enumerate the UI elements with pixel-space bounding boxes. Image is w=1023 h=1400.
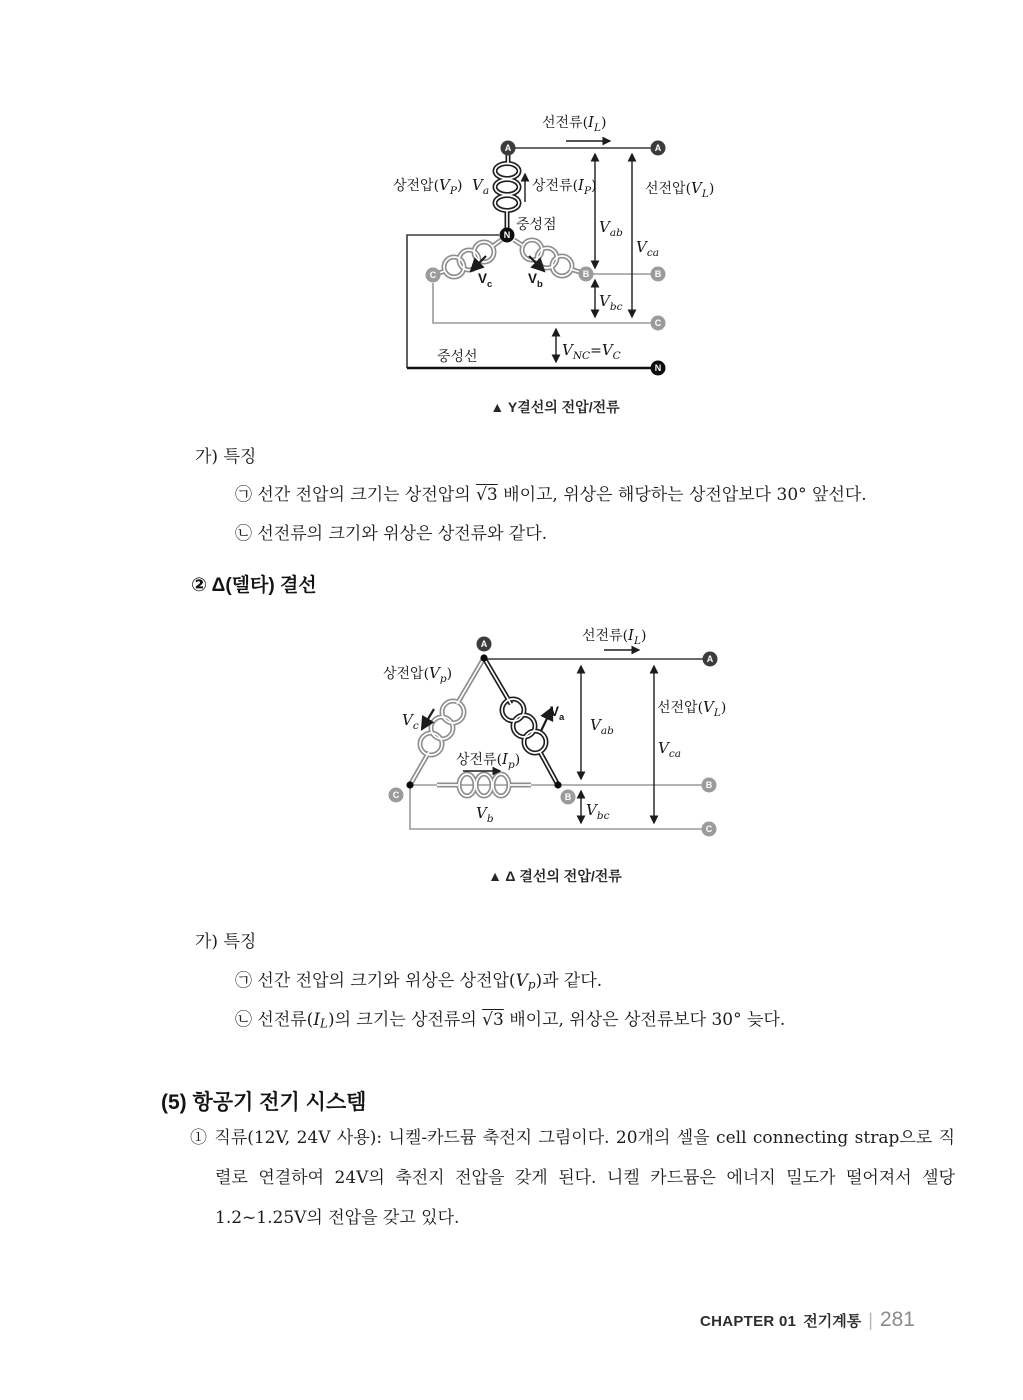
page-footer <box>700 1308 915 1332</box>
footer-page-number: 281 <box>879 1308 915 1331</box>
line-current-label: 선전류$(I_L)$ <box>582 626 647 647</box>
y-labels <box>393 113 714 365</box>
delta-feature-item-1: ㉠ 선간 전압의 크기와 위상은 상전압$(V_p)$과 같다. <box>235 971 603 992</box>
svg-text:B: B <box>582 269 590 280</box>
y-diagram-caption: ▲ Y결선의 전압/전류 <box>490 399 620 415</box>
delta-labels <box>383 626 726 825</box>
svg-text:C: C <box>705 824 713 835</box>
vb-label: $V_b$ <box>476 804 494 825</box>
line-voltage-label: 선전압$(V_L)$ <box>657 698 727 719</box>
svg-text:A: A <box>504 143 512 154</box>
delta-feature-item-2: ㉡ 선전류$(I_L)$의 크기는 상전류의 √3 배이고, 위상은 상전류보다 30° 늦다. <box>235 1010 786 1031</box>
svg-text:B: B <box>564 792 572 803</box>
neutral-line-label: 중성선 <box>437 349 478 365</box>
line-current-label: 선전류$(I_L)$ <box>542 113 607 134</box>
svg-text:B: B <box>705 780 713 791</box>
phase-current-label: 상전류$(I_p)$ <box>456 750 521 771</box>
delta-diagram-caption: ▲ Δ 결선의 전압/전류 <box>488 868 622 884</box>
svg-text:C: C <box>392 790 400 801</box>
svg-text:N: N <box>503 230 511 241</box>
phase-voltage-label: 상전압$(V_p)$ <box>383 664 453 685</box>
svg-text:B: B <box>654 269 662 280</box>
vnc-label: $V_{NC}=V_C$ <box>562 341 621 362</box>
svg-text:A: A <box>654 143 662 154</box>
vca-label: $V_{ca}$ <box>658 739 681 760</box>
phase-current-label: 상전류$(I_P)$ <box>532 176 597 197</box>
vab-label: $V_{ab}$ <box>599 218 623 239</box>
vc-label: $V_c$ <box>478 271 493 290</box>
y-feature-item-2: ㉡ 선전류의 크기와 위상은 상전류와 같다. <box>235 524 548 544</box>
footer-separator: | <box>868 1310 873 1330</box>
footer-chapter: CHAPTER 01 <box>699 1313 797 1330</box>
svg-text:A: A <box>706 654 714 665</box>
vca-label: $V_{ca}$ <box>636 238 659 259</box>
delta-features-heading: 가) 특징 <box>195 932 257 952</box>
va-label: $V_a$ <box>550 704 565 723</box>
delta-section-heading: ② Δ(델타) 결선 <box>191 575 317 596</box>
neutral-point-label: 중성점 <box>516 217 557 233</box>
vb-label: $V_b$ <box>528 271 543 290</box>
delta-connection-diagram <box>380 628 730 842</box>
vab-label: $V_{ab}$ <box>590 716 614 737</box>
footer-section-title: 전기계통 <box>803 1313 862 1330</box>
y-connection-diagram <box>380 105 730 390</box>
svg-text:A: A <box>480 639 488 650</box>
line-voltage-label: 선전압$(V_L)$ <box>645 179 715 200</box>
delta-measure-arrows <box>422 650 654 823</box>
vc-label: $V_c$ <box>402 711 419 732</box>
svg-text:N: N <box>654 363 662 374</box>
phase-voltage-label: 상전압$(V_P)$ <box>393 176 463 197</box>
aircraft-dc-paragraph: ① 직류(12V, 24V 사용): 니켈-카드뮴 축전지 그림이다. 20개의 셀을 cell connecting strap으로 직렬로 연결하여 24V의 축전지 전압을 갖게 된다. 니켈 카드뮴은 에너지 밀도가 떨어져서 셀당 1.2~1.25V의 전압을 갖고 있다. <box>190 1128 955 1228</box>
y-features-heading: 가) 특징 <box>195 447 257 467</box>
vbc-label: $V_{bc}$ <box>599 292 623 313</box>
va-label: $V_a$ <box>472 176 490 197</box>
y-feature-item-1: ㉠ 선간 전압의 크기는 상전압의 √3 배이고, 위상은 해당하는 상전압보다 30° 앞선다. <box>235 485 867 505</box>
aircraft-section-heading: (5) 항공기 전기 시스템 <box>161 1091 367 1114</box>
svg-text:C: C <box>429 270 437 281</box>
vbc-label: $V_{bc}$ <box>586 801 610 822</box>
svg-text:C: C <box>654 318 662 329</box>
